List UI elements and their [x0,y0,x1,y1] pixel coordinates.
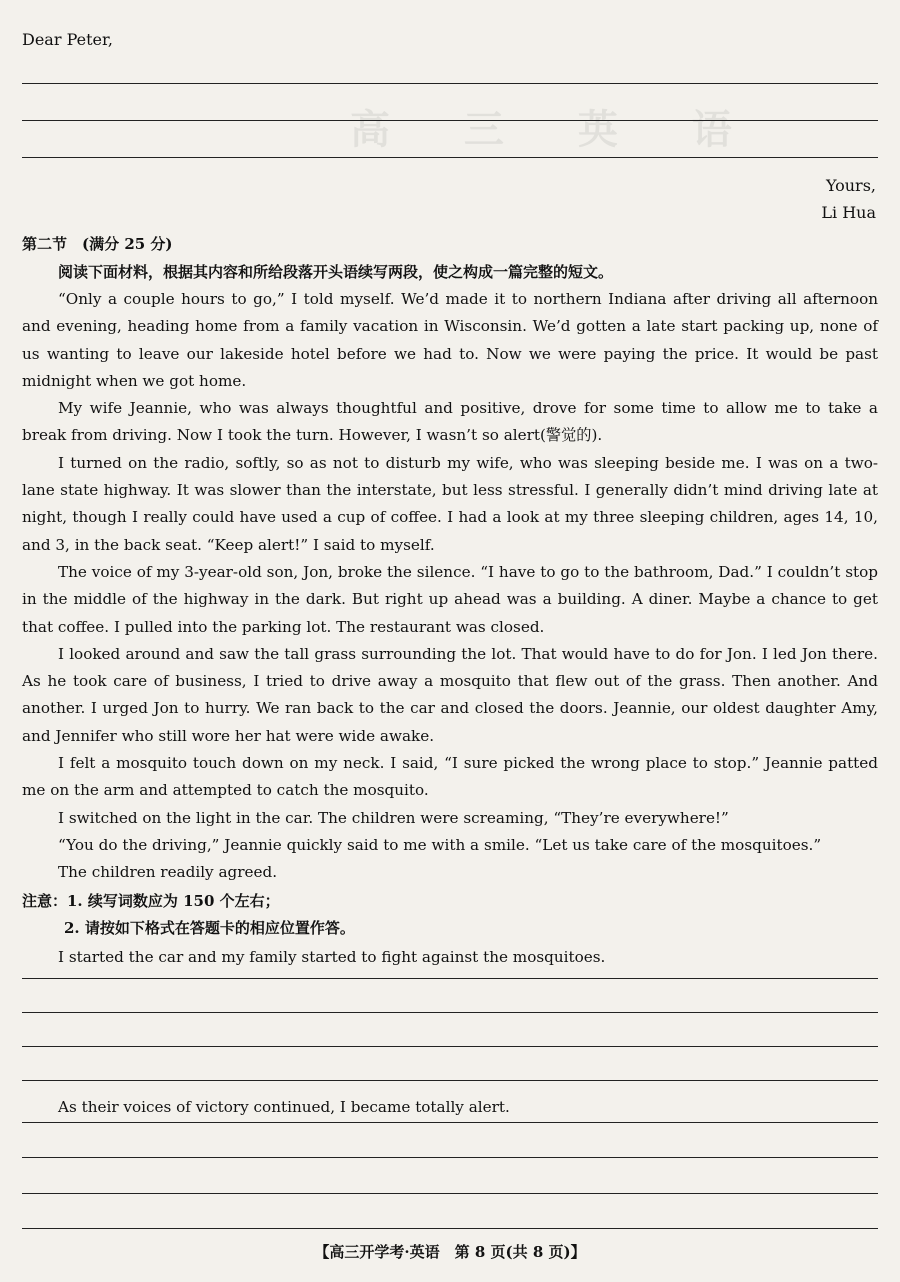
story-paragraph: My wife Jeannie, who was always thoughtful and positive, drove for some time to allow me to take a break from driving. Now I took the turn. However, I wasn’t so alert(警觉的). [22,399,878,445]
writing-line [22,83,878,84]
writing-line [22,1193,878,1194]
bleed-through-text: 高 三 英 语 [350,106,762,153]
paragraph-start-1: I started the car and my family started to fight against the mosquitoes. [58,948,606,966]
writing-line [22,1080,878,1081]
story-text [22,286,878,887]
story-paragraph: I felt a mosquito touch down on my neck. I said, “I sure picked the wrong place to stop.” Jeannie patted me on the arm and attempted to catch the mosquito. [22,754,878,800]
writing-line [22,1012,878,1013]
story-paragraph: The voice of my 3-year-old son, Jon, broke the silence. “I have to go to the bathroom, Dad.” I couldn’t stop in the middle of the highway in the dark. But right up ahead was a building. A diner. Maybe a chance to get that coffee. I pulled into the parking lot. The restaurant was closed. [22,562,878,636]
story-paragraph: I turned on the radio, softly, so as not to disturb my wife, who was sleeping beside me. I was on a two-lane state highway. It was slower than the interstate, but less stressful. I generally didn’t mind driving late at night, though I really could have used a cup of coffee. I had a look at my three sleeping children, ages 14, 10, and 3, in the back seat. “Keep alert!” I said to myself. [22,453,878,554]
letter-closing: Yours, [825,176,876,195]
paragraph-start-2: As their voices of victory continued, I became totally alert. [58,1098,510,1116]
story-paragraph: The children readily agreed. [58,863,278,882]
writing-line [22,157,878,158]
note-line-2: 2. 请按如下格式在答题卡的相应位置作答。 [64,919,355,937]
writing-line [22,1122,878,1123]
section-heading: 第二节 (满分 25 分) [22,235,173,253]
writing-line [22,1046,878,1047]
writing-line [22,1157,878,1158]
section-instruction: 阅读下面材料，根据其内容和所给段落开头语续写两段，使之构成一篇完整的短文。 [58,263,614,281]
writing-notes [22,888,355,942]
note-line-1: 注意：1. 续写词数应为 150 个左右； [22,892,280,910]
letter-greeting: Dear Peter, [22,30,113,49]
page-footer: 【高三开学考·英语 第 8 页(共 8 页)】 [314,1243,586,1261]
story-paragraph: I looked around and saw the tall grass surrounding the lot. That would have to do for Jon. I led Jon there. As he took care of business, I tried to drive away a mosquito that flew out of the grass. Then another. And another. I urged Jon to hurry. We ran back to the car and closed the doors. Jeannie, our oldest daughter Amy, and Jennifer who still wore her hat were wide awake. [22,644,878,745]
writing-line [22,1228,878,1229]
story-paragraph: “You do the driving,” Jeannie quickly said to me with a smile. “Let us take care of the mosquitoes.” [58,835,822,854]
story-paragraph: I switched on the light in the car. The children were screaming, “They’re everywhere!” [58,808,729,827]
writing-line [22,120,878,121]
writing-line [22,978,878,979]
letter-signature: Li Hua [821,203,876,222]
story-paragraph: “Only a couple hours to go,” I told myself. We’d made it to northern Indiana after driving all afternoon and evening, heading home from a family vacation in Wisconsin. We’d gotten a late start packing up, none of us wanting to leave our lakeside hotel before we had to. Now we were paying the price. It would be past midnight when we got home. [22,290,878,390]
